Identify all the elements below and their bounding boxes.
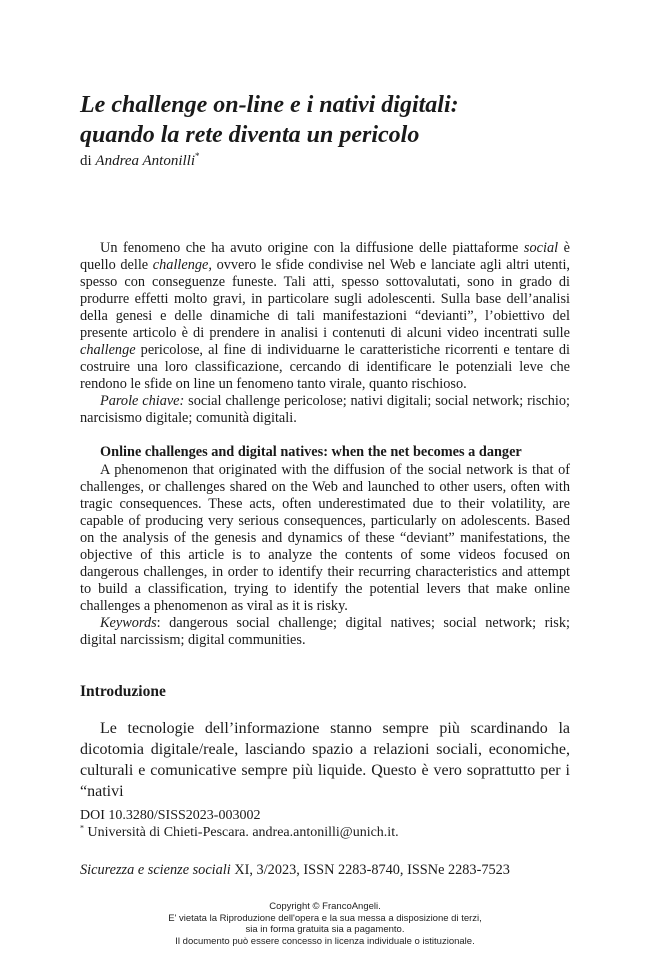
journal-details: XI, 3/2023, ISSN 2283-8740, ISSNe 2283-7523 <box>230 862 510 878</box>
keywords-it-label: Parole chiave: <box>100 393 185 409</box>
affiliation-note <box>80 824 570 841</box>
author-footnote-mark: * <box>195 151 200 161</box>
copyright-line-2: E' vietata la Riproduzione dell'opera e la sua messa a disposizione di terzi, <box>168 912 482 924</box>
journal-name: Sicurezza e scienze sociali <box>80 862 231 878</box>
abstract-it-emphasis: challenge <box>80 342 136 358</box>
abstract-it-part: pericolose, al fine di individuarne le caratteristiche ricorrenti e tentare di costruire una loro classificazione, cercando di identificare le potenziali leve che rendono le sfide on line un fenomeno tanto virale, quanto rischioso. <box>80 342 570 392</box>
footnotes <box>80 807 570 841</box>
abstract-it-text <box>80 240 570 393</box>
abstract-it-part: ovvero le sfide condivise nel Web e lanciate agli altri utenti, spesso con conseguenze funeste. Tali atti, spesso sottovalutati, sono in grado di produrre effetti molto gravi, in particolare sugli adolescenti. Sulla base dell’analisi della genesi e delle dinamiche di tali manifestazioni “devianti”, l’obiettivo del presente articolo è di prendere in analisi i contenuti di alcuni video incentrati sulle <box>80 257 570 341</box>
copyright-line-1: Copyright © FrancoAngeli. <box>269 901 381 912</box>
abstract-it-part: è quello delle <box>80 240 570 273</box>
copyright-line-3: sia in forma gratuita sia a pagamento. <box>245 924 405 935</box>
introduction-text: Le tecnologie dell’informazione stanno sempre più scardinando la dicotomia digitale/reale, lasciando spazio a relazioni sociali, economiche, culturali e comunicative sempre più liquide. Questo è vero soprattutto per i “nativi <box>80 720 570 800</box>
byline-prefix: di <box>80 153 96 169</box>
keywords-en-list: : dangerous social challenge; digital natives; social network; risk; digital narcissism; digital communities. <box>80 615 570 648</box>
abstract-it-emphasis: challenge, <box>152 257 212 273</box>
byline <box>80 151 600 171</box>
abstract-en-text: A phenomenon that originated with the diffusion of the social network is that of challenges, or challenges shared on the Web and launched to other users, often with tragic consequences. These acts, often underestimated due to their volatility, are capable of producing very serious consequences, particularly on adolescents. Based on the analysis of the genesis and dynamics of these “deviant” manifestations, the objective of this article is to analyze the contents of some videos focused on dangerous challenges, in order to identify their recurring characteristics and attempt to build a classification, trying to identify the potential levers that make online challenges a phenomenon as viral as it is risky. <box>80 462 570 614</box>
copyright-notice <box>0 901 650 947</box>
section-heading-introduction: Introduzione <box>80 683 166 700</box>
abstract-it-emphasis: social <box>523 240 559 256</box>
author-name: Andrea Antonilli <box>95 153 196 169</box>
keywords-en <box>80 615 570 649</box>
abstract-italian <box>80 240 570 427</box>
affiliation-mark: * <box>80 823 84 833</box>
copyright-line-4: Il documento può essere concesso in licenza individuale o istituzionale. <box>175 935 475 947</box>
article-title <box>80 90 600 150</box>
title-line-2: quando la rete diventa un pericolo <box>80 122 420 148</box>
introduction-body <box>80 718 570 802</box>
abstract-en-title: Online challenges and digital natives: when the net becomes a danger <box>100 444 522 460</box>
journal-reference <box>80 862 600 879</box>
keywords-it <box>80 393 570 427</box>
doi: DOI 10.3280/SISS2023-003002 <box>80 808 261 823</box>
article-header <box>80 90 600 171</box>
keywords-en-label: Keywords <box>100 615 157 631</box>
affiliation-text: Università di Chieti-Pescara. andrea.antonilli@unich.it. <box>84 825 399 840</box>
keywords-it-list: social challenge pericolose; nativi digitali; social network; rischio; narcisismo digitale; comunità digitali. <box>80 393 570 426</box>
title-line-1: Le challenge on-line e i nativi digitali: <box>80 92 459 118</box>
abstract-it-part: Un fenomeno che ha avuto origine con la diffusione delle piattaforme <box>100 240 524 256</box>
abstract-english <box>80 444 570 649</box>
